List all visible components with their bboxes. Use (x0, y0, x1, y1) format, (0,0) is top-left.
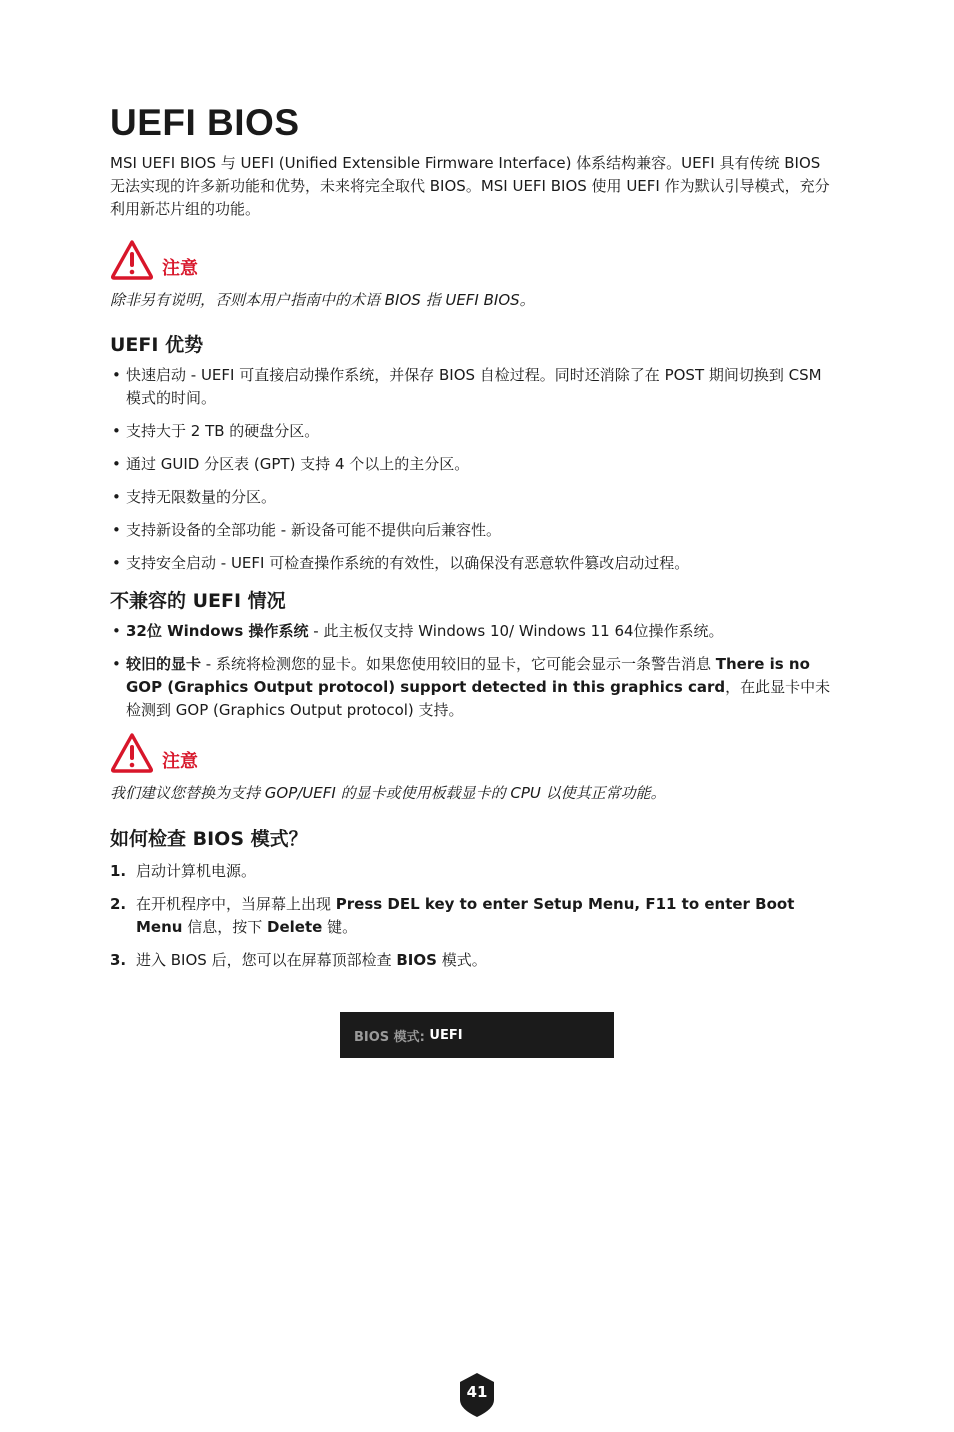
item-text: - 系统将检测您的显卡。如果您使用较旧的显卡，它可能会显示一条警告消息 (201, 655, 716, 673)
warning-message: There is no GOP (Graphics Output protocol) support detected in this graphics card (126, 655, 810, 696)
warning-triangle-icon (110, 239, 154, 281)
step-item (110, 949, 840, 972)
step-text: 键。 (322, 918, 358, 936)
step-text: 模式。 (436, 951, 487, 969)
list-item: • 支持大于 2 TB 的硬盘分区。 (110, 420, 840, 443)
note-header (110, 732, 840, 774)
list-item: • 支持无限数量的分区。 (110, 486, 840, 509)
step-number: 2. (110, 895, 127, 913)
list-item (110, 620, 840, 643)
note-text: 除非另有说明，否则本用户指南中的术语 BIOS 指 UEFI BIOS。 (110, 291, 535, 309)
item-bold-label: 较旧的显卡 (126, 655, 202, 673)
item-bold-label: 32位 Windows 操作系统 (126, 622, 309, 640)
incompatible-list (110, 620, 840, 722)
page-number: 41 (466, 1383, 488, 1401)
step-text: 启动计算机电源。 (136, 862, 257, 880)
note-block-1 (110, 239, 840, 311)
boot-message: Press DEL key to enter Setup Menu, F11 to enter Boot Menu (136, 895, 795, 936)
bios-mode-label: BIOS 模式: (354, 1029, 430, 1045)
list-item: • 快速启动 - UEFI 可直接启动操作系统，并保存 BIOS 自检过程。同时还消除了在 POST 期间切换到 CSM 模式的时间。 (110, 364, 840, 410)
note-text: 我们建议您替换为支持 GOP/UEFI 的显卡或使用板载显卡的 CPU 以使其正常功能。 (110, 784, 666, 802)
list-item: • 支持新设备的全部功能 - 新设备可能不提供向后兼容性。 (110, 519, 840, 542)
note-header (110, 239, 840, 281)
note-label: 注意 (162, 258, 198, 279)
item-text: ，在此显卡中未检测到 GOP (Graphics Output protocol) 支持。 (126, 678, 831, 719)
list-item: • 支持安全启动 - UEFI 可检查操作系统的有效性，以确保没有恶意软件篡改启动过程。 (110, 552, 840, 575)
key-name: Delete (267, 918, 323, 936)
warning-triangle-icon (110, 732, 154, 774)
step-item (110, 860, 840, 883)
intro-paragraph: MSI UEFI BIOS 与 UEFI (Unified Extensible Firmware Interface) 体系结构兼容。UEFI 具有传统 BIOS 无法实现的许多新功能和优势，未来将完全取代 BIOS。MSI UEFI BIOS 使用 UEFI 作为默认引导模式，充分利用新芯片组的功能。 (110, 154, 830, 218)
list-item (110, 653, 840, 722)
step-text: 在开机程序中，当屏幕上出现 (136, 895, 336, 913)
step-number: 3. (110, 951, 127, 969)
step-number: 1. (110, 862, 127, 880)
check-bios-section (110, 826, 840, 972)
note-block-2 (110, 732, 840, 804)
section-heading: UEFI 优势 (110, 334, 204, 356)
list-item: • 通过 GUID 分区表 (GPT) 支持 4 个以上的主分区。 (110, 453, 840, 476)
section-heading: 不兼容的 UEFI 情况 (110, 590, 286, 612)
incompatible-section (110, 588, 840, 722)
uefi-advantages-section (110, 332, 840, 575)
step-text: 进入 BIOS 后，您可以在屏幕顶部检查 (136, 951, 397, 969)
step-item (110, 893, 840, 939)
bios-word: BIOS (396, 951, 437, 969)
bios-mode-bar (340, 1012, 614, 1058)
note-label: 注意 (162, 751, 198, 772)
page-title: UEFI BIOS (110, 102, 300, 143)
advantages-list (110, 364, 840, 575)
step-text: 信息，按下 (182, 918, 268, 936)
bios-mode-value: UEFI (429, 1027, 463, 1043)
section-heading: 如何检查 BIOS 模式？ (110, 828, 308, 850)
item-text: - 此主板仅支持 Windows 10/ Windows 11 64位操作系统。 (308, 622, 724, 640)
page-content (110, 100, 840, 982)
steps-list (110, 860, 840, 972)
